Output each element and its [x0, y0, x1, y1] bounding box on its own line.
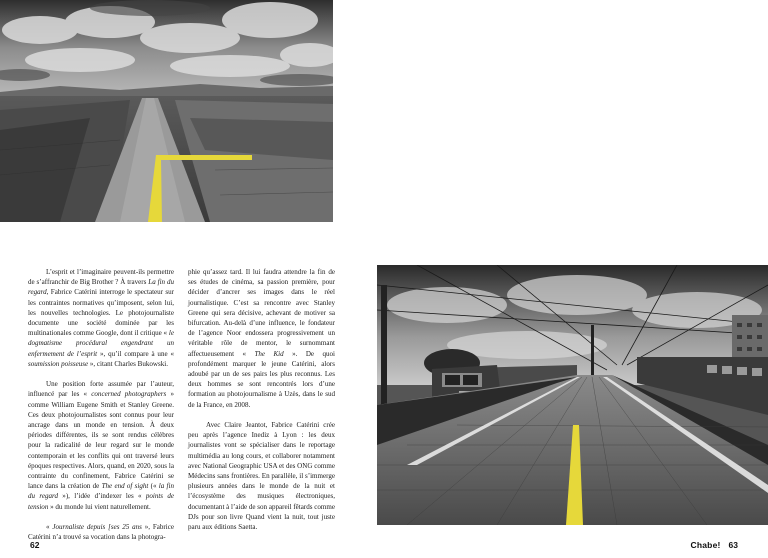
page-number-left: 62 [30, 540, 40, 550]
nickname: The Kid [254, 349, 284, 358]
text-run: », Fabrice Catérini n’a trouvé sa vocation dans la photogra- [28, 523, 174, 542]
paragraph [28, 379, 174, 512]
text-column-left [28, 267, 174, 542]
photo-train-station [377, 265, 768, 525]
quotation: points de tension [28, 492, 174, 511]
photo-countryside-road [0, 0, 333, 222]
paragraph [28, 267, 174, 369]
paragraph [188, 267, 335, 410]
paragraph [28, 522, 174, 542]
text-run: », citant Charles Bukowski. [88, 359, 168, 368]
text-run: (« [148, 482, 159, 491]
book-title: la fin du regard [28, 482, 174, 501]
text-run: Une position forte assumée par l’auteur, influencé par les « [28, 380, 174, 399]
book-title: The end of sight [101, 482, 149, 491]
text-run: » du monde lui vient naturellement. [48, 502, 151, 511]
quotation: le dogmatisme procédural engendrant un enfermement de l’esprit [28, 329, 174, 358]
text-run: », qu’il compare à une « [97, 349, 174, 358]
text-run: L’esprit et l’imaginaire peuvent-ils permettre de s’affranchir de Big Brother ? À travers [28, 268, 174, 287]
page-number-right: 63 [728, 540, 738, 550]
page-footer-right [691, 540, 738, 550]
quotation: concerned photographers [91, 390, 167, 399]
magazine-brand: Chabe! [690, 540, 721, 550]
paragraph: Avec Claire Jeantot, Fabrice Catérini crée peu après l’agence Inediz à Lyon : les deux journalistes vont se spécialiser dans le reportage multimédia au long cours, et collaborer notamment avec National Geographic USA et des ONG comme Médecins sans frontières. En parallèle, il s’immerge plusieurs années dans le monde de la nuit et l’écosystème des musiques électroniques, documentant à l’aide de son appareil fêtards comme DJs pour son livre Quand vient la nuit, tout juste paru aux éditions Saetta. [188, 421, 335, 532]
text-run: « [46, 523, 53, 532]
text-run: ». De quoi profondément marquer le jeune Catérini, alors adoubé par un de ses pairs les plus reconnus. Les deux hommes se sont rencontrés lors d’une formation au photojournalisme à Uzès, dans le sud de la France, en 2008. [188, 349, 336, 409]
book-title: La fin du regard [28, 278, 174, 297]
quotation: Journaliste depuis [ses 25 ans [52, 523, 142, 532]
text-run: » comme William Eugene Smith et Stanley Greene. Ces deux photojournalistes sont connus pour leur ancrage dans un monde en tension. À deux périodes différentes, ils se sont rendus célèbres pour la radicalité de leur regard sur le monde contemporain et les conflits qui ont traversé leurs époques respectives. Alors, quand, en 2020, sous la contrainte du confinement, Fabrice Catérini se lance dans la création de [28, 390, 174, 491]
text-column-right [188, 267, 335, 532]
train-station-image [377, 265, 768, 525]
text-run: »), l’idée d’indexer les « [58, 492, 146, 501]
text-run: phie qu’assez tard. Il lui faudra attendre la fin de ses études de cinéma, sa passion première, pour décider d’ancrer ses images dans le réel journalistique. C’est sa rencontre avec Stanley Greene qui sera décisive, achevant de motiver sa bifurcation. Au-delà d’une influence, le fondateur de l’agence Noor endossera progressivement un véritable rôle de mentor, le surnommant affectueusement « [188, 268, 335, 358]
text-run: , Fabrice Catérini interroge le spectateur sur les contraintes normatives qu’imposent, selon lui, les nouvelles technologies. Le photojournaliste documente une société dominée par les multinationales comme Google, dont il critique « [28, 288, 174, 338]
quotation: soumission poisseuse [28, 359, 89, 368]
countryside-road-image [0, 0, 333, 222]
